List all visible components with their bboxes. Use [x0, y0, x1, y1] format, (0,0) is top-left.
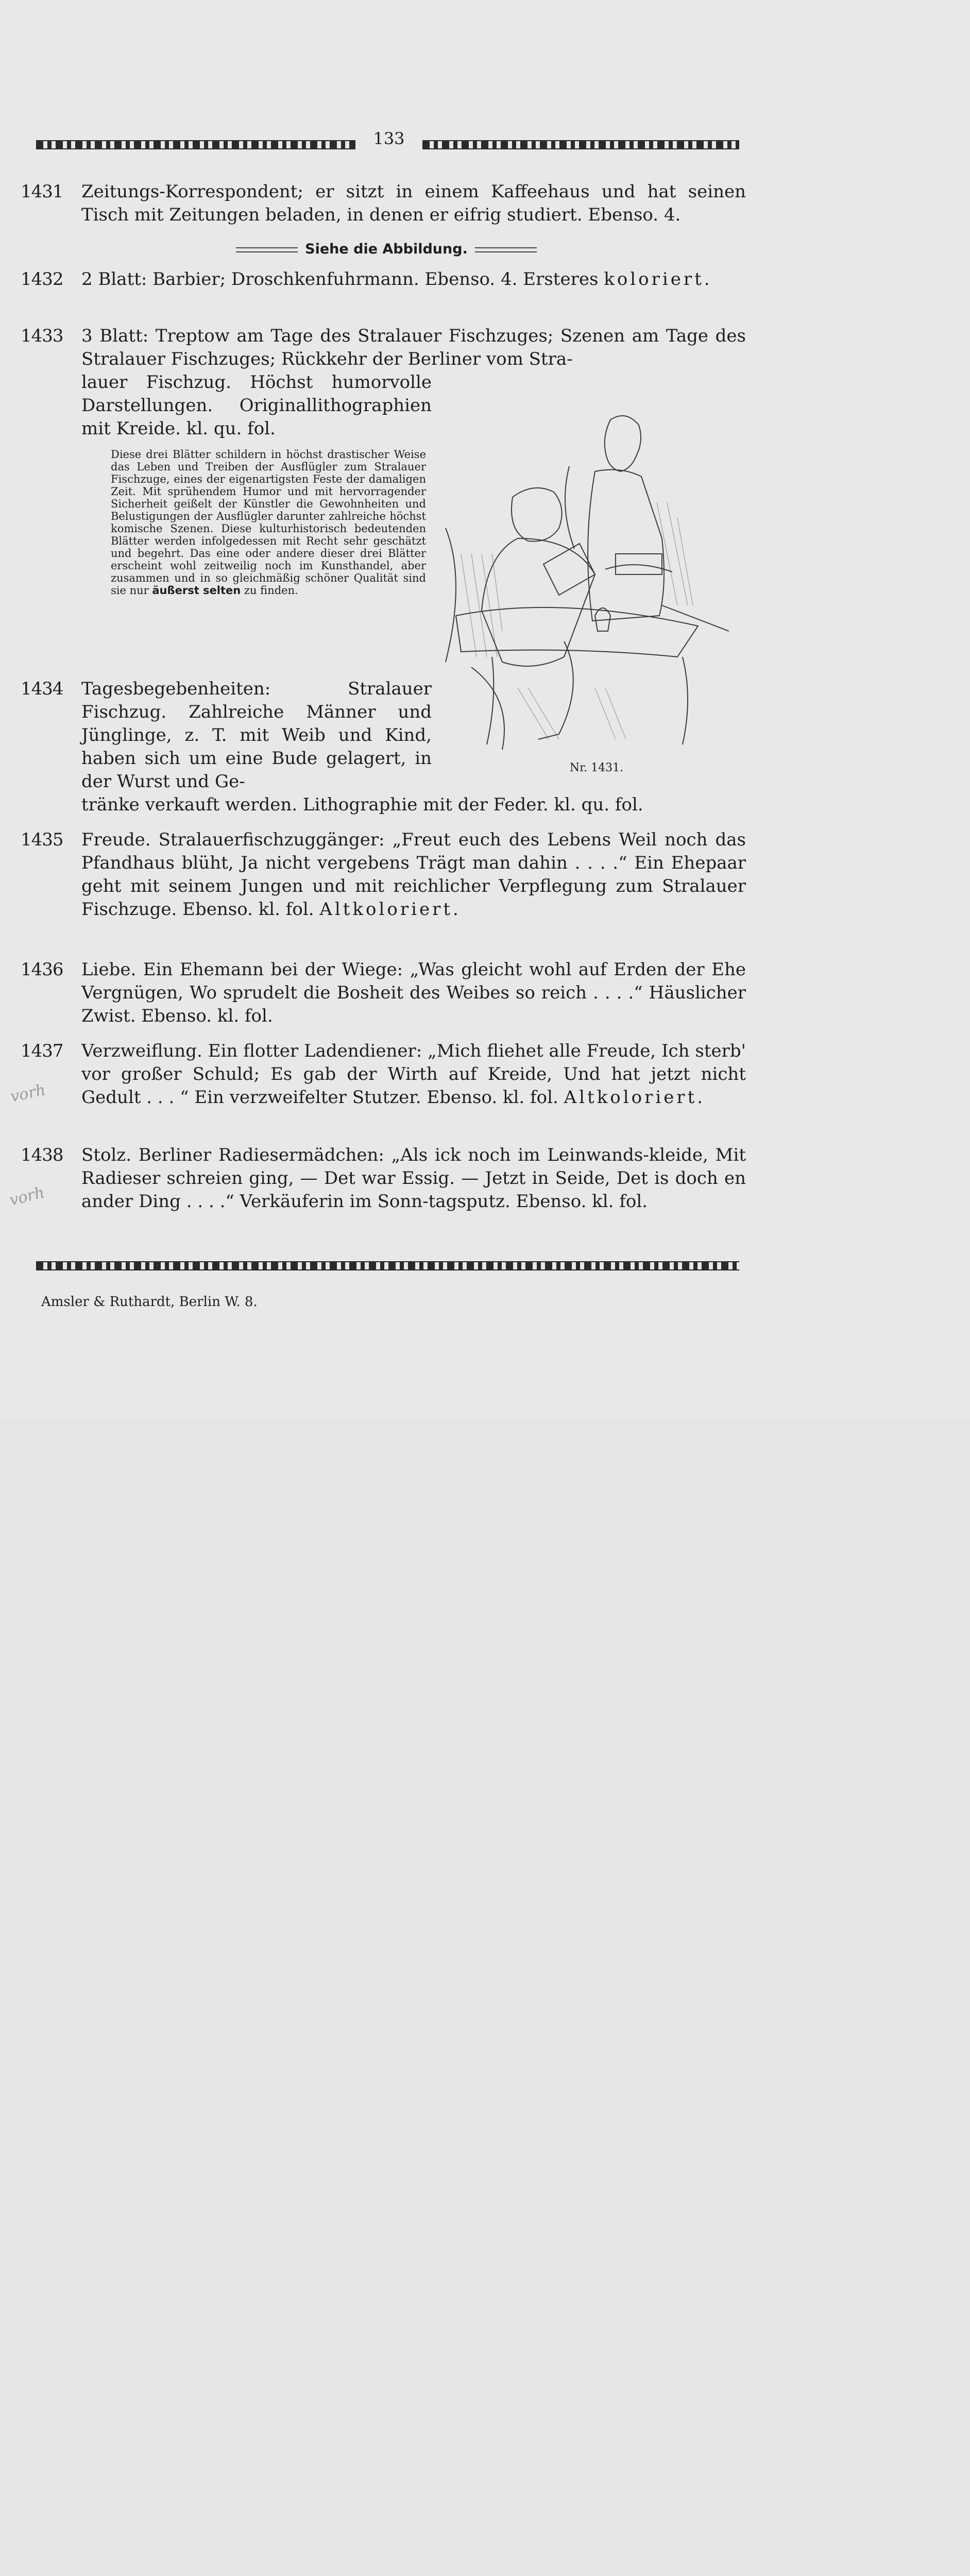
entry-number: 1435	[21, 829, 63, 850]
commentary-note	[111, 448, 426, 597]
ornament-band-bottom	[36, 1261, 739, 1270]
publisher-imprint: Amsler & Ruthardt, Berlin W. 8.	[41, 1294, 258, 1310]
entry-text: Tagesbegebenheiten: Stralauer Fischzug. Zahlreiche Männer und Jünglinge, z. T. mit Weib und Kind, haben sich um eine Bude gelagert, in der Wurst und Ge-	[81, 679, 432, 792]
page-number: 133	[373, 129, 405, 148]
entry-text: Liebe. Ein Ehemann bei der Wiege: „Was gleicht wohl auf Erden der Ehe Vergnügen, Wo sprudelt die Bosheit des Weibes so reich . . . .“ Häuslicher Zwist. Ebenso. kl. fol.	[81, 959, 746, 1026]
note-emphasis: äußerst selten	[152, 584, 241, 597]
entry-text-spaced: Altkoloriert.	[564, 1087, 706, 1108]
entry-number: 1431	[21, 181, 63, 202]
entry-number: 1437	[21, 1041, 63, 1061]
entry-text	[81, 1040, 746, 1109]
entry-text-main: Verzweiflung. Ein flotter Ladendiener: „Mich fliehet alle Freude, Ich sterb' vor großer Schuld; Es gab der Wirth auf Kreide, Und hat jetzt nicht Gedult . . . “ Ein verzweifelter Stutzer. Ebenso. kl. fol.	[81, 1041, 746, 1108]
entry-text: tränke verkauft werden. Lithographie mit der Feder. kl. qu. fol.	[81, 794, 643, 815]
margin-note-pencil: vorh	[7, 1183, 46, 1210]
entry-text-main: 2 Blatt: Barbier; Droschkenfuhrmann. Ebenso. 4. Ersteres	[81, 269, 599, 290]
see-illustration-note: Siehe die Abbildung.	[155, 241, 618, 257]
entry-text-spaced: koloriert.	[604, 269, 712, 290]
digitization-footer	[0, 1418, 970, 1506]
entry-text	[81, 828, 746, 921]
illustration-caption: Nr. 1431.	[569, 761, 624, 774]
entry-text: Stolz. Berliner Radiesermädchen: „Als ick noch im Leinwands-kleide, Mit Radieser schreien ging, — Det war Essig. — Jetzt in Seide, Det is doch en ander Ding . . . .“ Verkäuferin im Sonn-tagsputz. Ebenso. kl. fol.	[81, 1145, 746, 1212]
entry-text	[81, 268, 746, 291]
entry-text-main: Freude. Stralauerfischzuggänger: „Freut euch des Lebens Weil noch das Pfandhaus blüht, Ja nicht vergebens Trägt man dahin . . . .“ Ein Ehepaar geht mit seinem Jungen und mit reichlicher Verpflegung zum Stralauer Fischzuge. Ebenso. kl. fol.	[81, 829, 746, 920]
entry-number: 1434	[21, 679, 63, 699]
entry-text: 3 Blatt: Treptow am Tage des Stralauer Fischzuges; Szenen am Tage des Stralauer Fischzuges; Rückkehr der Berliner vom Stra-	[81, 326, 746, 369]
entry-number: 1432	[21, 269, 63, 290]
ornament-band-left	[36, 140, 355, 149]
ornament-band-right	[422, 140, 739, 149]
note-end: zu finden.	[244, 584, 298, 597]
entry-text: Zeitungs-Korrespondent; er sitzt in einem Kaffeehaus und hat seinen Tisch mit Zeitungen beladen, in denen er eifrig studiert. Ebenso. 4.	[81, 181, 746, 225]
illustration-reading-man	[440, 399, 737, 755]
entry-number: 1436	[21, 959, 63, 980]
entry-text-spaced: Altkoloriert.	[319, 899, 461, 920]
entry-number: 1438	[21, 1145, 63, 1165]
margin-note-pencil: vorh	[9, 1081, 47, 1106]
entry-text: lauer Fischzug. Höchst humorvolle Darstellungen. Originallithographien mit Kreide. kl. qu. fol.	[81, 372, 432, 439]
entry-number: 1433	[21, 326, 63, 346]
page-header	[26, 129, 747, 155]
note-text: Diese drei Blätter schildern in höchst drastischer Weise das Leben und Treiben der Ausflügler zum Stralauer Fischzuge, eines der eigenartigsten Feste der damaligen Zeit. Mit sprühendem Humor und mit hervorragender Sicherheit geißelt der Künstler die Gewohnheiten und Belustigungen der Ausflügler darunter zahlreiche höchst komische Szenen. Diese kulturhistorisch bedeutenden Blätter werden infolgedessen mit Recht sehr geschätzt und begehrt. Das eine oder andere dieser drei Blätter erscheint wohl zeitweilig noch im Kunsthandel, aber zusammen und in so gleichmäßig schöner Qualität sind sie nur	[111, 448, 426, 597]
